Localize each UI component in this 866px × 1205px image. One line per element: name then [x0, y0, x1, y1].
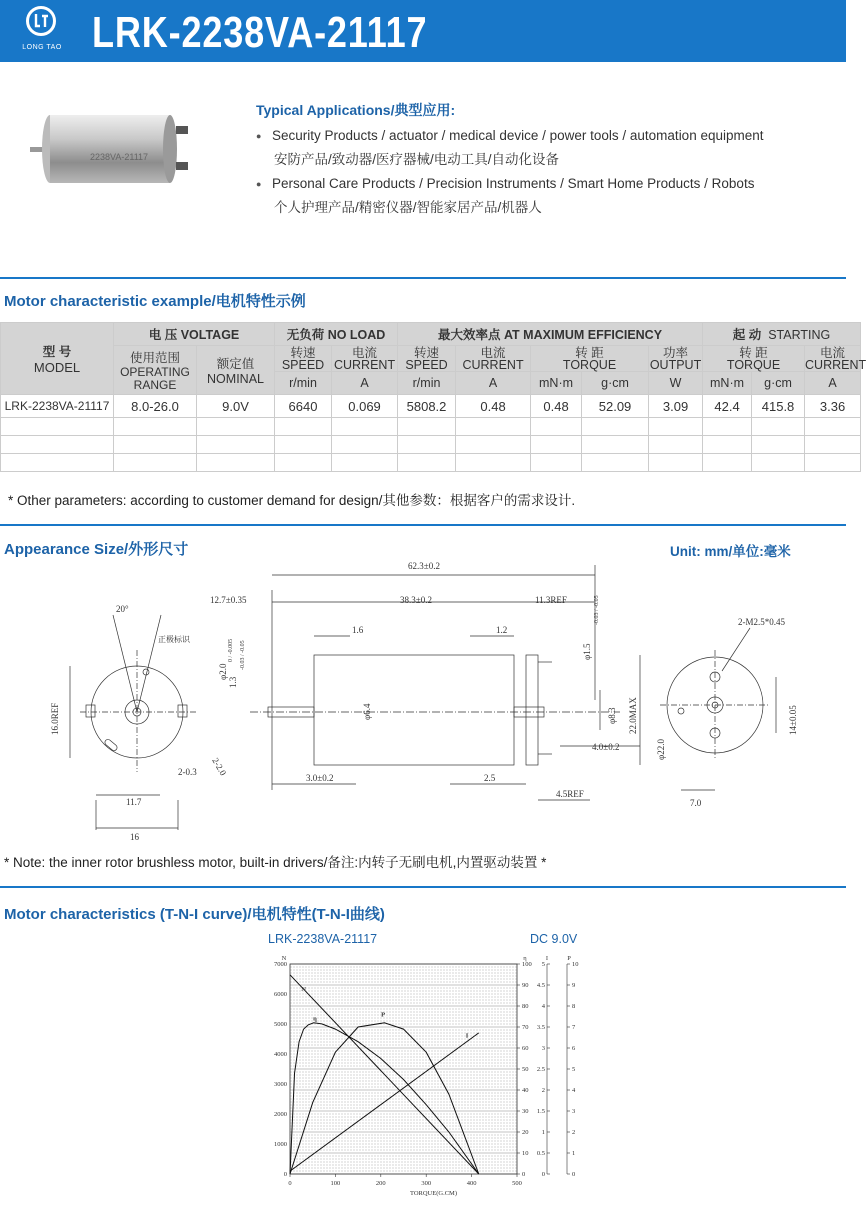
dim-label: 3.0±0.2	[306, 773, 334, 783]
torque-cn: 转 距	[739, 345, 768, 360]
y-tick-label-eta: 100	[522, 961, 532, 968]
current-header	[332, 346, 398, 372]
output-header	[649, 346, 703, 372]
y-tick-label-i: 3	[541, 1045, 545, 1052]
curve-model: LRK-2238VA-21117	[268, 932, 378, 946]
dim-label: 62.3±0.2	[408, 561, 440, 571]
unit-cell: mN·m	[703, 372, 752, 395]
appearance-section-title: Appearance Size/外形尺寸	[4, 541, 189, 558]
spec-table	[0, 322, 866, 472]
dim-label: 4.5REF	[556, 789, 584, 799]
dim-label: 16.0REF	[50, 702, 60, 735]
tni-chart-svg	[255, 952, 585, 1200]
y-tick-label-p: 3	[572, 1108, 576, 1115]
op-range-header	[114, 346, 197, 395]
table-cell: 52.09	[582, 395, 649, 418]
table-cell: 0.48	[531, 395, 582, 418]
output-cn: 功率	[663, 345, 689, 360]
y-tick-label-i: 0	[541, 1171, 545, 1178]
unit-cell: r/min	[398, 372, 456, 395]
x-axis-label: TORQUE(G.CM)	[409, 1190, 458, 1197]
dim-label: 2-2.0	[210, 756, 229, 778]
x-tick-label: 300	[421, 1180, 432, 1187]
y-tick-label-n: 7000	[274, 961, 287, 968]
speed-cn: 转速	[290, 345, 316, 360]
table-cell: 42.4	[703, 395, 752, 418]
applications-section	[256, 98, 836, 220]
dim-label: φ8.3	[607, 707, 617, 724]
dim-label: 20°	[116, 604, 129, 614]
y-tick-label-n: 4000	[274, 1051, 287, 1058]
y-tick-label-eta: 60	[522, 1045, 529, 1052]
unit-cell: W	[649, 372, 703, 395]
y-tick-label-i: 4	[541, 1003, 545, 1010]
y-tick-label-i: 2.5	[536, 1066, 545, 1073]
application-item-cn: 个人护理产品/精密仪器/智能家居产品/机器人	[274, 200, 542, 215]
x-tick-label: 400	[466, 1180, 477, 1187]
starting-header-en: STARTING	[768, 328, 831, 342]
spec-note: * Other parameters: according to customer demand for design/其他参数：根据客户的需求设计.	[8, 493, 576, 508]
maxeff-header: 最大效率点 AT MAXIMUM EFFICIENCY	[398, 323, 703, 346]
unit-cell: mN·m	[531, 372, 582, 395]
dim-label: φ1.5	[582, 643, 592, 660]
current-en: CURRENT	[805, 357, 866, 372]
dim-label: φ6.4	[362, 703, 372, 720]
op-range-cn: 使用范围	[129, 351, 180, 365]
y-tick-label-i: 1.5	[536, 1108, 545, 1115]
table-row	[1, 395, 861, 418]
current-en: CURRENT	[333, 357, 396, 372]
current-en: CURRENT	[462, 357, 524, 372]
y-tick-label-eta: 70	[522, 1024, 529, 1031]
unit-cell: g·cm	[752, 372, 805, 395]
y-tick-label-eta: 80	[522, 1003, 529, 1010]
table-cell: 8.0-26.0	[114, 395, 197, 418]
y-tick-label-p: 8	[572, 1003, 576, 1010]
dim-label: 1.6	[352, 625, 364, 635]
y-tick-label-n: 5000	[274, 1021, 287, 1028]
torque-cn: 转 距	[575, 345, 604, 360]
application-item: ● Security Products / actuator / medical device / power tools / automation equipment	[256, 124, 836, 148]
curve-voltage: DC 9.0V	[530, 932, 578, 946]
table-cell: 5808.2	[398, 395, 456, 418]
dim-label: 22.0MAX	[628, 697, 638, 734]
dim-label: 11.3REF	[535, 595, 567, 605]
nominal-en: NOMINAL	[207, 372, 264, 386]
y-tick-label-eta: 30	[522, 1108, 529, 1115]
section-divider	[0, 277, 846, 279]
torque-header	[703, 346, 805, 372]
section-divider	[0, 524, 846, 526]
tni-chart	[255, 952, 585, 1200]
x-tick-label: 0	[288, 1180, 292, 1187]
y-tick-label-p: 10	[572, 961, 579, 968]
product-title: LRK-2238VA-21117	[92, 8, 428, 57]
x-tick-label: 100	[330, 1180, 341, 1187]
y-tick-label-n: 6000	[274, 991, 287, 998]
section-divider	[0, 886, 846, 888]
unit-label: Unit: mm/单位:毫米	[670, 544, 791, 559]
series-label: η	[313, 1015, 317, 1023]
x-tick-label: 500	[512, 1180, 522, 1187]
y-axis-label-eta: η	[523, 955, 527, 962]
voltage-header: 电 压 VOLTAGE	[114, 323, 275, 346]
dim-label: φ2.0	[218, 663, 228, 680]
dim-label: 2-0.3	[178, 767, 197, 777]
current-cn: 电流	[352, 345, 378, 360]
series-label: N	[301, 986, 306, 993]
dim-tolerance: 0 / -0.005	[228, 638, 234, 662]
dimension-labels	[50, 561, 798, 842]
dim-label: 4.0±0.2	[592, 742, 620, 752]
y-axis-label-p: P	[567, 955, 571, 962]
dim-tolerance: -0.03 / -0.05	[240, 640, 246, 670]
unit-cell: A	[456, 372, 531, 395]
starting-header	[703, 323, 861, 346]
x-tick-label: 200	[375, 1180, 386, 1187]
y-tick-label-p: 4	[572, 1087, 576, 1094]
appearance-note: * Note: the inner rotor brushless motor, built-in drivers/备注:内转子无刷电机,内置驱动装置 *	[4, 855, 547, 870]
starting-header-cn: 起 动	[732, 328, 762, 342]
logo-text: LONG TAO	[22, 44, 62, 51]
dim-label: 11.7	[126, 797, 142, 807]
speed-cn: 转速	[414, 345, 440, 360]
dim-label: 1.3	[228, 676, 238, 688]
torque-en: TORQUE	[726, 357, 781, 372]
y-tick-label-n: 3000	[274, 1081, 287, 1088]
dim-label: 16	[130, 832, 139, 842]
empty-row	[1, 418, 861, 436]
dim-label: 1.2	[496, 625, 508, 635]
y-tick-label-eta: 90	[522, 982, 529, 989]
y-tick-label-eta: 0	[522, 1171, 526, 1178]
y-tick-label-p: 7	[572, 1024, 576, 1031]
current-header	[456, 346, 531, 372]
empty-row	[1, 454, 861, 472]
y-axis-label-i: I	[545, 955, 549, 962]
speed-en: SPEED	[405, 357, 448, 372]
current-cn: 电流	[480, 345, 506, 360]
series-line-p	[290, 1023, 479, 1174]
current-cn: 电流	[820, 345, 846, 360]
y-tick-label-n: 1000	[274, 1141, 287, 1148]
output-en: OUTPUT	[649, 357, 702, 372]
motor-photo	[30, 112, 195, 192]
y-tick-label-i: 5	[541, 961, 545, 968]
speed-header	[398, 346, 456, 372]
dimension-drawing	[0, 548, 846, 848]
table-cell: 0.069	[332, 395, 398, 418]
y-tick-label-p: 9	[572, 982, 576, 989]
y-tick-label-n: 0	[283, 1171, 287, 1178]
y-tick-label-i: 0.5	[536, 1150, 545, 1157]
torque-en: TORQUE	[562, 357, 617, 372]
model-header	[1, 323, 114, 395]
application-item: ● Personal Care Products / Precision Instruments / Smart Home Products / Robots	[256, 172, 836, 196]
series-label: P	[381, 1011, 386, 1019]
series-label: I	[465, 1032, 469, 1040]
op-range-en: OPERATING RANGE	[120, 365, 190, 392]
y-tick-label-p: 2	[572, 1129, 576, 1136]
y-tick-label-i: 1	[541, 1129, 545, 1136]
page-header	[0, 0, 846, 62]
table-cell: 3.09	[649, 395, 703, 418]
nominal-cn: 额定值	[216, 357, 255, 371]
y-tick-label-p: 6	[572, 1045, 576, 1052]
y-tick-label-i: 4.5	[536, 982, 545, 989]
torque-header	[531, 346, 649, 372]
dim-tolerance: -0.03 / -0.05	[594, 595, 600, 625]
logo-mark-icon	[26, 6, 56, 36]
brand-logo	[18, 6, 62, 58]
y-tick-label-eta: 20	[522, 1129, 529, 1136]
y-tick-label-eta: 50	[522, 1066, 529, 1073]
y-tick-label-n: 2000	[274, 1111, 287, 1118]
y-tick-label-eta: 40	[522, 1087, 529, 1094]
dim-label: φ22.0	[656, 739, 666, 760]
unit-cell: r/min	[275, 372, 332, 395]
current-header	[805, 345, 866, 372]
dim-label: 38.3±0.2	[400, 595, 432, 605]
table-cell: 0.48	[456, 395, 531, 418]
dim-label: 2.5	[484, 773, 496, 783]
table-cell: 9.0V	[197, 395, 275, 418]
speed-header	[275, 346, 332, 372]
table-cell: 3.36	[805, 395, 861, 418]
y-tick-label-i: 2	[541, 1087, 545, 1094]
y-tick-label-i: 3.5	[536, 1024, 545, 1031]
spec-section-title: Motor characteristic example/电机特性示例	[4, 293, 306, 310]
application-item-cn: 安防产品/致动器/医疗器械/电动工具/自动化设备	[274, 152, 560, 167]
model-header-cn: 型 号	[42, 345, 72, 359]
y-axis-label-n: N	[281, 955, 287, 962]
motor-label: 2238VA-21117	[90, 152, 149, 162]
dim-label: 2-M2.5*0.45	[738, 617, 785, 627]
dim-label: 12.7±0.35	[210, 595, 247, 605]
noload-header: 无负荷 NO LOAD	[275, 323, 398, 346]
unit-cell: A	[805, 372, 861, 395]
dim-label: 14±0.05	[788, 705, 798, 735]
speed-en: SPEED	[281, 357, 325, 372]
empty-row	[1, 436, 861, 454]
model-header-en: MODEL	[33, 360, 81, 375]
unit-cell: g·cm	[582, 372, 649, 395]
y-tick-label-p: 0	[572, 1171, 576, 1178]
applications-heading: Typical Applications/典型应用:	[256, 102, 456, 118]
y-tick-label-eta: 10	[522, 1150, 529, 1157]
dim-label: 7.0	[690, 798, 702, 808]
y-tick-label-p: 5	[572, 1066, 576, 1073]
curve-section-title: Motor characteristics (T-N-I curve)/电机特性(T-N-I曲线)	[4, 906, 385, 923]
table-cell: 415.8	[752, 395, 805, 418]
table-cell: LRK-2238VA-21117	[1, 395, 114, 418]
unit-cell: A	[332, 372, 398, 395]
table-cell: 6640	[275, 395, 332, 418]
y-tick-label-p: 1	[572, 1150, 576, 1157]
nominal-header	[197, 346, 275, 395]
positive-mark-label: 正极标识	[158, 635, 190, 644]
